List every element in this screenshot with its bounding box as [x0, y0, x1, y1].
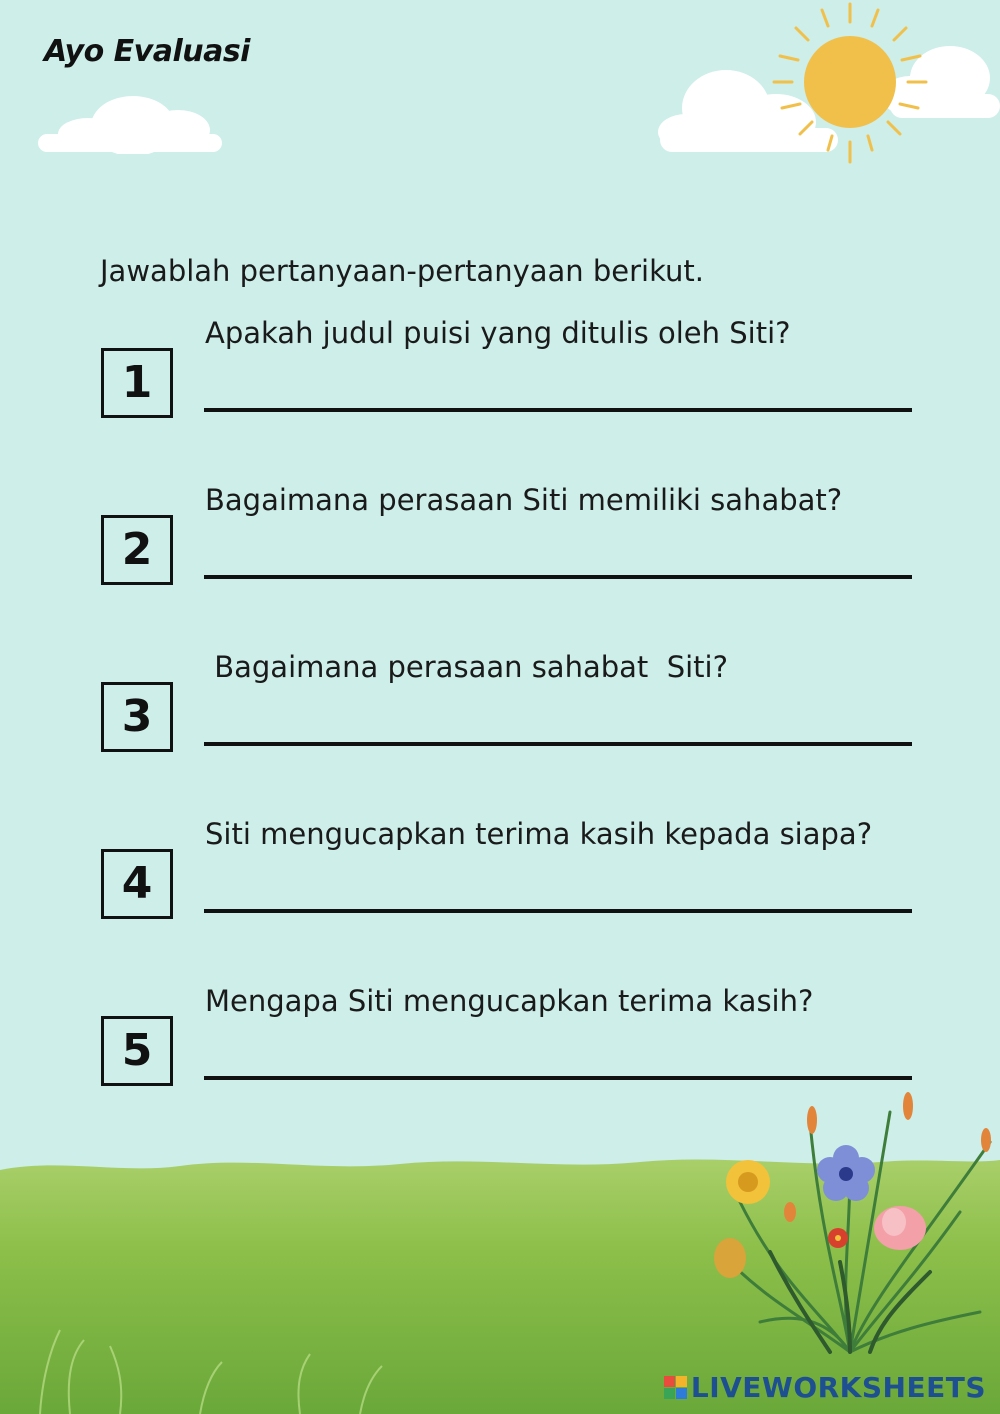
brand-footer: [664, 1371, 986, 1404]
question-number-box: 1: [101, 348, 173, 418]
question-number-box: 5: [101, 1016, 173, 1086]
question-text: Apakah judul puisi yang ditulis oleh Siti?: [205, 316, 791, 350]
answer-line: [204, 408, 912, 412]
answer-input[interactable]: [204, 527, 900, 575]
answer-input[interactable]: [204, 694, 900, 742]
answer-line: [204, 742, 912, 746]
question-3: [0, 650, 1000, 790]
cloud-icon: [38, 88, 228, 154]
instruction-text: Jawablah pertanyaan-pertanyaan berikut.: [100, 254, 704, 288]
answer-line: [204, 1076, 912, 1080]
question-text: Bagaimana perasaan sahabat Siti?: [205, 650, 729, 684]
sun-icon: [760, 0, 940, 170]
flower-bouquet-icon: [700, 1092, 1000, 1362]
question-text: Bagaimana perasaan Siti memiliki sahabat?: [205, 483, 843, 517]
question-4: [0, 817, 1000, 957]
answer-line: [204, 575, 912, 579]
answer-line: [204, 909, 912, 913]
question-text: Siti mengucapkan terima kasih kepada siapa?: [205, 817, 873, 851]
answer-input[interactable]: [204, 1028, 900, 1076]
answer-input[interactable]: [204, 360, 900, 408]
question-number-box: 3: [101, 682, 173, 752]
question-text: Mengapa Siti mengucapkan terima kasih?: [205, 984, 814, 1018]
question-number-box: 2: [101, 515, 173, 585]
question-2: [0, 483, 1000, 623]
question-number-box: 4: [101, 849, 173, 919]
answer-input[interactable]: [204, 861, 900, 909]
question-1: [0, 316, 1000, 456]
brand-name: LIVEWORKSHEETS: [690, 1371, 986, 1404]
liveworksheets-logo-icon: [664, 1376, 687, 1399]
sheet-title: Ayo Evaluasi: [44, 34, 250, 69]
